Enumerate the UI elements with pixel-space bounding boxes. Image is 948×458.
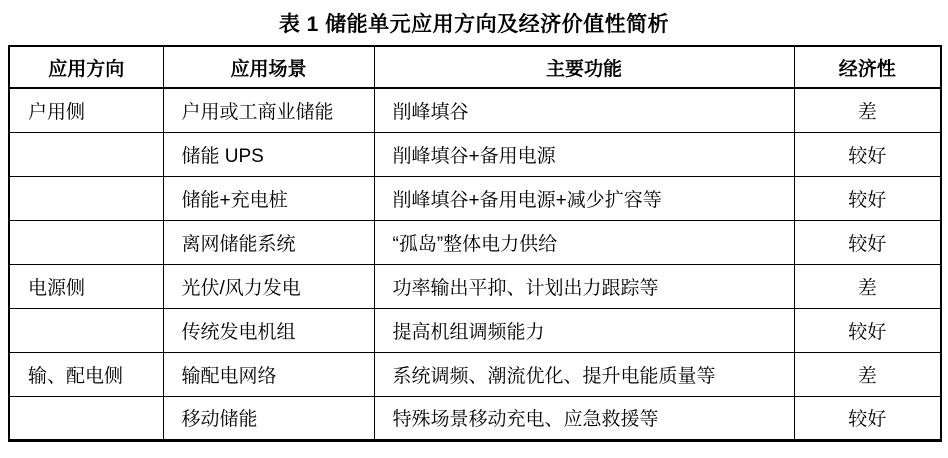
economics-cell: 较好 — [794, 132, 941, 176]
direction-cell — [9, 308, 163, 352]
functions-cell: 削峰填谷 — [374, 88, 794, 132]
direction-cell: 输、配电侧 — [9, 352, 163, 396]
scenario-cell: 光伏/风力发电 — [163, 264, 374, 308]
economics-cell: 差 — [794, 352, 941, 396]
table-row — [9, 264, 941, 308]
economics-cell: 差 — [794, 264, 941, 308]
scenario-cell: 传统发电机组 — [163, 308, 374, 352]
economics-cell: 较好 — [794, 396, 941, 440]
scenario-cell: 储能 UPS — [163, 132, 374, 176]
direction-cell — [9, 396, 163, 440]
header-cell-scenario: 应用场景 — [163, 46, 374, 88]
scenario-cell: 储能+充电桩 — [163, 176, 374, 220]
direction-cell: 户用侧 — [9, 88, 163, 132]
header-cell-functions: 主要功能 — [374, 46, 794, 88]
table-row — [9, 308, 941, 352]
functions-cell: 特殊场景移动充电、应急救援等 — [374, 396, 794, 440]
functions-cell: 系统调频、潮流优化、提升电能质量等 — [374, 352, 794, 396]
economics-cell: 差 — [794, 88, 941, 132]
table-row — [9, 352, 941, 396]
scenario-cell: 移动储能 — [163, 396, 374, 440]
table-title: 表 1 储能单元应用方向及经济价值性简析 — [278, 13, 670, 36]
table-row — [9, 88, 941, 132]
scenario-cell: 户用或工商业储能 — [163, 88, 374, 132]
functions-cell: 提高机组调频能力 — [374, 308, 794, 352]
header-row — [9, 46, 941, 88]
table-row — [9, 176, 941, 220]
table-row — [9, 220, 941, 264]
economics-cell: 较好 — [794, 308, 941, 352]
table-row — [9, 132, 941, 176]
header-cell-direction: 应用方向 — [9, 46, 163, 88]
direction-cell — [9, 176, 163, 220]
economics-cell: 较好 — [794, 176, 941, 220]
direction-cell: 电源侧 — [9, 264, 163, 308]
table-row — [9, 396, 941, 440]
functions-cell: 削峰填谷+备用电源+减少扩容等 — [374, 176, 794, 220]
scenario-cell: 输配电网络 — [163, 352, 374, 396]
direction-cell — [9, 220, 163, 264]
functions-cell: “孤岛”整体电力供给 — [374, 220, 794, 264]
scenario-cell: 离网储能系统 — [163, 220, 374, 264]
direction-cell — [9, 132, 163, 176]
functions-cell: 削峰填谷+备用电源 — [374, 132, 794, 176]
economics-cell: 较好 — [794, 220, 941, 264]
header-cell-economics: 经济性 — [794, 46, 941, 88]
functions-cell: 功率输出平抑、计划出力跟踪等 — [374, 264, 794, 308]
energy-storage-table — [8, 45, 942, 442]
